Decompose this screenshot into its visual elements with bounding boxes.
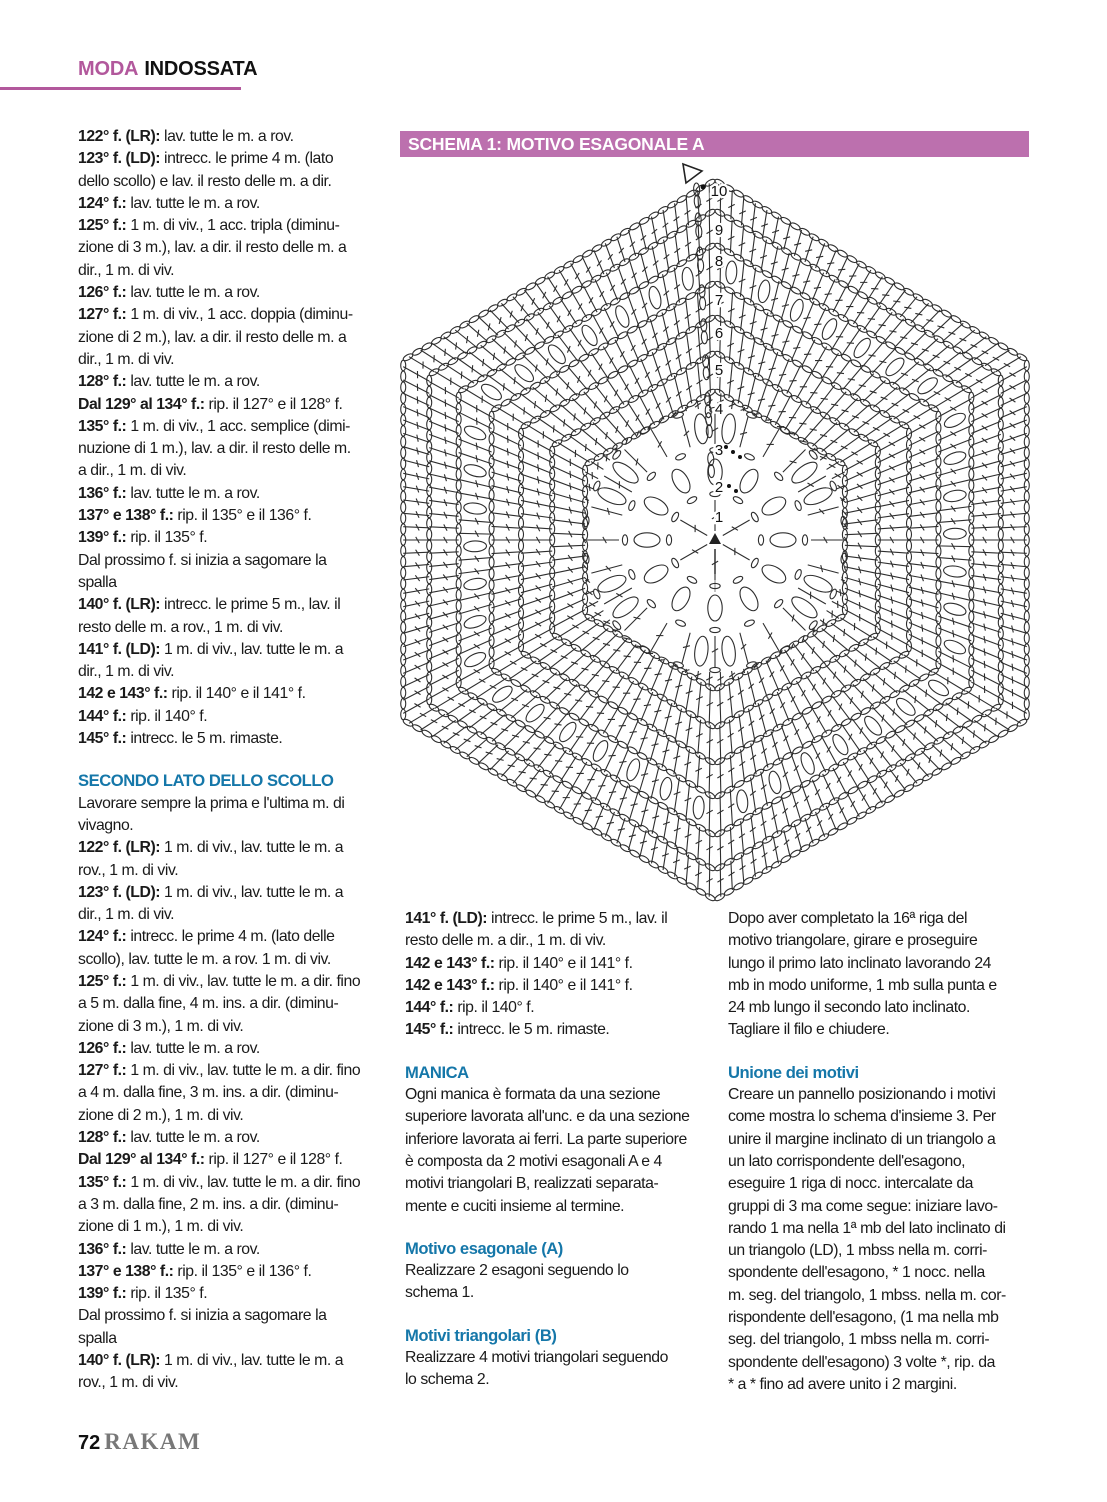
round-number: 7 bbox=[714, 292, 724, 309]
instruction-line: eseguire 1 riga di nocc. intercalate da bbox=[728, 1175, 974, 1193]
instruction-line: rov., 1 m. di viv. bbox=[78, 1374, 179, 1392]
instruction-line: 145° f.: intrecc. le 5 m. rimaste. bbox=[405, 1021, 610, 1039]
instruction-line: zione di 3 m.), lav. a dir. il resto delle m. a bbox=[78, 239, 347, 257]
instruction-line: Dopo aver completato la 16ª riga del bbox=[728, 910, 968, 927]
line-spacer bbox=[728, 1042, 1040, 1062]
magazine-logo: RAKAM bbox=[104, 1429, 202, 1454]
instruction-line: Dal 129° al 134° f.: rip. il 127° e il 128° f. bbox=[78, 1151, 343, 1169]
instruction-line: 142 e 143° f.: rip. il 140° e il 141° f. bbox=[405, 976, 633, 994]
instruction-line: Lavorare sempre la prima e l'ultima m. di bbox=[78, 794, 345, 812]
instruction-line: mb in modo uniforme, 1 mb sulla punta e bbox=[728, 976, 997, 994]
instruction-line: 122° f. (LR): 1 m. di viv., lav. tutte le m. a bbox=[78, 839, 344, 857]
instruction-line: 125° f.: 1 m. di viv., lav. tutte le m. a dir. fino bbox=[78, 972, 361, 990]
instruction-line: nuzione di 1 m.), lav. a dir. il resto delle m. bbox=[78, 440, 351, 458]
instruction-line: motivi triangolari B, realizzati separata- bbox=[405, 1175, 659, 1193]
round-number: 9 bbox=[714, 222, 724, 239]
instruction-line: 137° e 138° f.: rip. il 135° e il 136° f. bbox=[78, 507, 312, 525]
instruction-line: Ogni manica è formata da una sezione bbox=[405, 1086, 661, 1104]
header-rule bbox=[0, 87, 241, 90]
instruction-line: 126° f.: lav. tutte le m. a rov. bbox=[78, 1039, 260, 1057]
instruction-line: zione di 2 m.), lav. a dir. il resto delle m. a bbox=[78, 328, 347, 346]
instruction-line: 136° f.: lav. tutte le m. a rov. bbox=[78, 484, 260, 502]
instruction-line: 123° f. (LD): 1 m. di viv., lav. tutte le m. a bbox=[78, 883, 344, 901]
schema-title-bar bbox=[400, 131, 1029, 157]
instruction-line: inferiore lavorata ai ferri. La parte superiore bbox=[405, 1130, 687, 1148]
left-column bbox=[78, 126, 392, 1395]
section-header-indossata: INDOSSATA bbox=[144, 58, 258, 80]
instruction-line: mente e cuciti insieme al termine. bbox=[405, 1197, 625, 1215]
instruction-line: 126° f.: lav. tutte le m. a rov. bbox=[78, 284, 260, 302]
instruction-line: dir., 1 m. di viv. bbox=[78, 261, 175, 279]
instruction-line: lo schema 2. bbox=[405, 1371, 490, 1389]
instruction-line: resto delle m. a dir., 1 m. di viv. bbox=[405, 932, 606, 950]
instruction-line: dello scollo) e lav. il resto delle m. a dir. bbox=[78, 172, 332, 190]
instruction-line: 122° f. (LR): lav. tutte le m. a rov. bbox=[78, 128, 294, 145]
instruction-line: un triangolo (LD), 1 mbss nella m. corri- bbox=[728, 1242, 987, 1260]
instruction-line: rando 1 ma nella 1ª mb del lato inclinato di bbox=[728, 1219, 1006, 1237]
round-number: 6 bbox=[714, 325, 724, 342]
instruction-line: spalla bbox=[78, 573, 117, 591]
instruction-line: 144° f.: rip. il 140° f. bbox=[78, 707, 208, 725]
instruction-line: 127° f.: 1 m. di viv., lav. tutte le m. a dir. fino bbox=[78, 1062, 361, 1080]
instruction-line: schema 1. bbox=[405, 1284, 474, 1302]
instruction-line: seg. del triangolo, 1 mbss nella m. corri- bbox=[728, 1331, 990, 1349]
instruction-line: spalla bbox=[78, 1329, 117, 1347]
instruction-line: 139° f.: rip. il 135° f. bbox=[78, 1285, 208, 1303]
instruction-line: 137° e 138° f.: rip. il 135° e il 136° f. bbox=[78, 1262, 312, 1280]
subheading: MANICA bbox=[405, 1062, 469, 1082]
instruction-line: zione di 1 m.), 1 m. di viv. bbox=[78, 1218, 244, 1236]
instruction-line: 142 e 143° f.: rip. il 140° e il 141° f. bbox=[78, 685, 306, 703]
instruction-line: 136° f.: lav. tutte le m. a rov. bbox=[78, 1240, 260, 1258]
instruction-line: 125° f.: 1 m. di viv., 1 acc. tripla (diminu- bbox=[78, 217, 340, 235]
instruction-line: 141° f. (LD): 1 m. di viv., lav. tutte le m. a bbox=[78, 640, 344, 658]
instruction-line: 144° f.: rip. il 140° f. bbox=[405, 999, 535, 1017]
instruction-line: 135° f.: 1 m. di viv., lav. tutte le m. a dir. fino bbox=[78, 1173, 361, 1191]
instruction-line: superiore lavorata all'unc. e da una sezione bbox=[405, 1108, 690, 1126]
round-number: 3 bbox=[714, 442, 724, 459]
round-number: 2 bbox=[714, 479, 724, 496]
instruction-line: unire il margine inclinato di un triangolo a bbox=[728, 1130, 996, 1148]
middle-column bbox=[405, 908, 721, 1392]
round-number: 10 bbox=[710, 183, 728, 200]
subheading: SECONDO LATO DELLO SCOLLO bbox=[78, 771, 334, 791]
slip-stitch-dots bbox=[724, 445, 742, 493]
instruction-line: un lato corrispondente dell'esagono, bbox=[728, 1152, 966, 1170]
page-footer bbox=[78, 1429, 201, 1455]
instruction-line: 128° f.: lav. tutte le m. a rov. bbox=[78, 373, 260, 391]
instruction-line: Dal 129° al 134° f.: rip. il 127° e il 128° f. bbox=[78, 395, 343, 413]
instruction-line: 24 mb lungo il secondo lato inclinato. bbox=[728, 999, 970, 1017]
instruction-line: dir., 1 m. di viv. bbox=[78, 350, 175, 368]
right-column bbox=[728, 908, 1040, 1396]
instruction-line: Realizzare 2 esagoni seguendo lo bbox=[405, 1262, 629, 1280]
instruction-line: Realizzare 4 motivi triangolari seguendo bbox=[405, 1349, 668, 1367]
instruction-line: 135° f.: 1 m. di viv., 1 acc. semplice (dimi- bbox=[78, 417, 350, 435]
instruction-line: m. seg. del triangolo, 1 mbss. nella m. cor- bbox=[728, 1286, 1006, 1304]
instruction-line: a 4 m. dalla fine, 3 m. ins. a dir. (diminu- bbox=[78, 1084, 339, 1102]
instruction-line: Dal prossimo f. si inizia a sagomare la bbox=[78, 1307, 327, 1325]
instruction-line: Dal prossimo f. si inizia a sagomare la bbox=[78, 551, 327, 569]
crochet-hexagon-chart bbox=[393, 160, 1043, 908]
schema-title: SCHEMA 1: MOTIVO ESAGONALE A bbox=[408, 134, 705, 154]
instruction-line: 124° f.: intrecc. le prime 4 m. (lato delle bbox=[78, 928, 335, 946]
instruction-line: lungo il primo lato inclinato lavorando 24 bbox=[728, 954, 991, 972]
instruction-line: * a * fino ad avere unito i 2 margini. bbox=[728, 1375, 957, 1393]
instruction-line: zione di 3 m.), 1 m. di viv. bbox=[78, 1017, 244, 1035]
line-spacer bbox=[405, 1305, 721, 1325]
instruction-line: a 3 m. dalla fine, 2 m. ins. a dir. (diminu- bbox=[78, 1195, 339, 1213]
round-number: 5 bbox=[714, 362, 724, 379]
subheading: Motivi triangolari (B) bbox=[405, 1325, 557, 1345]
instruction-line: resto delle m. a rov., 1 m. di viv. bbox=[78, 618, 283, 636]
instruction-line: 127° f.: 1 m. di viv., 1 acc. doppia (diminu- bbox=[78, 306, 353, 324]
instruction-line: 141° f. (LD): intrecc. le prime 5 m., lav. il bbox=[405, 910, 668, 927]
line-spacer bbox=[78, 750, 392, 770]
section-header-moda: MODA bbox=[78, 58, 139, 80]
instruction-line: come mostra lo schema d'insieme 3. Per bbox=[728, 1108, 996, 1126]
instruction-line: rov., 1 m. di viv. bbox=[78, 861, 179, 879]
page-number: 72 bbox=[78, 1432, 101, 1454]
instruction-line: 142 e 143° f.: rip. il 140° e il 141° f. bbox=[405, 954, 633, 972]
line-spacer bbox=[405, 1218, 721, 1238]
round-numbers bbox=[711, 183, 728, 526]
instruction-line: Creare un pannello posizionando i motivi bbox=[728, 1086, 996, 1104]
instruction-line: 124° f.: lav. tutte le m. a rov. bbox=[78, 194, 260, 212]
instruction-line: 145° f.: intrecc. le 5 m. rimaste. bbox=[78, 730, 283, 748]
section-header bbox=[78, 58, 257, 81]
instruction-line: gruppi di 3 ma come segue: iniziare lavo- bbox=[728, 1197, 998, 1215]
seam-chains bbox=[693, 183, 714, 478]
round-number: 1 bbox=[714, 509, 724, 526]
instruction-line: dir., 1 m. di viv. bbox=[78, 663, 175, 681]
line-spacer bbox=[405, 1042, 721, 1062]
subheading: Motivo esagonale (A) bbox=[405, 1238, 563, 1258]
instruction-line: spondente dell'esagono) 3 volte *, rip. da bbox=[728, 1353, 995, 1371]
instruction-line: rispondente dell'esagono, (1 ma nella mb bbox=[728, 1309, 999, 1327]
round-number: 4 bbox=[714, 401, 724, 418]
instruction-line: vivagno. bbox=[78, 816, 134, 834]
instruction-line: spondente dell'esagono, * 1 nocc. nella bbox=[728, 1264, 985, 1282]
instruction-line: 128° f.: lav. tutte le m. a rov. bbox=[78, 1129, 260, 1147]
instruction-line: 139° f.: rip. il 135° f. bbox=[78, 529, 208, 547]
instruction-line: dir., 1 m. di viv. bbox=[78, 906, 175, 924]
instruction-line: Tagliare il filo e chiudere. bbox=[728, 1021, 890, 1039]
instruction-line: a dir., 1 m. di viv. bbox=[78, 462, 187, 480]
instruction-line: a 5 m. dalla fine, 4 m. ins. a dir. (diminu- bbox=[78, 995, 339, 1013]
instruction-line: 123° f. (LD): intrecc. le prime 4 m. (lato bbox=[78, 150, 334, 168]
subheading: Unione dei motivi bbox=[728, 1062, 859, 1082]
instruction-line: è composta da 2 motivi esagonali A e 4 bbox=[405, 1152, 662, 1170]
instruction-line: motivo triangolare, girare e proseguire bbox=[728, 932, 978, 950]
instruction-line: 140° f. (LR): 1 m. di viv., lav. tutte le m. a bbox=[78, 1352, 344, 1370]
instruction-line: 140° f. (LR): intrecc. le prime 5 m., lav. il bbox=[78, 596, 341, 614]
instruction-line: zione di 2 m.), 1 m. di viv. bbox=[78, 1106, 244, 1124]
round-number: 8 bbox=[714, 253, 724, 270]
instruction-line: scollo), lav. tutte le m. a rov. 1 m. di viv. bbox=[78, 950, 331, 968]
